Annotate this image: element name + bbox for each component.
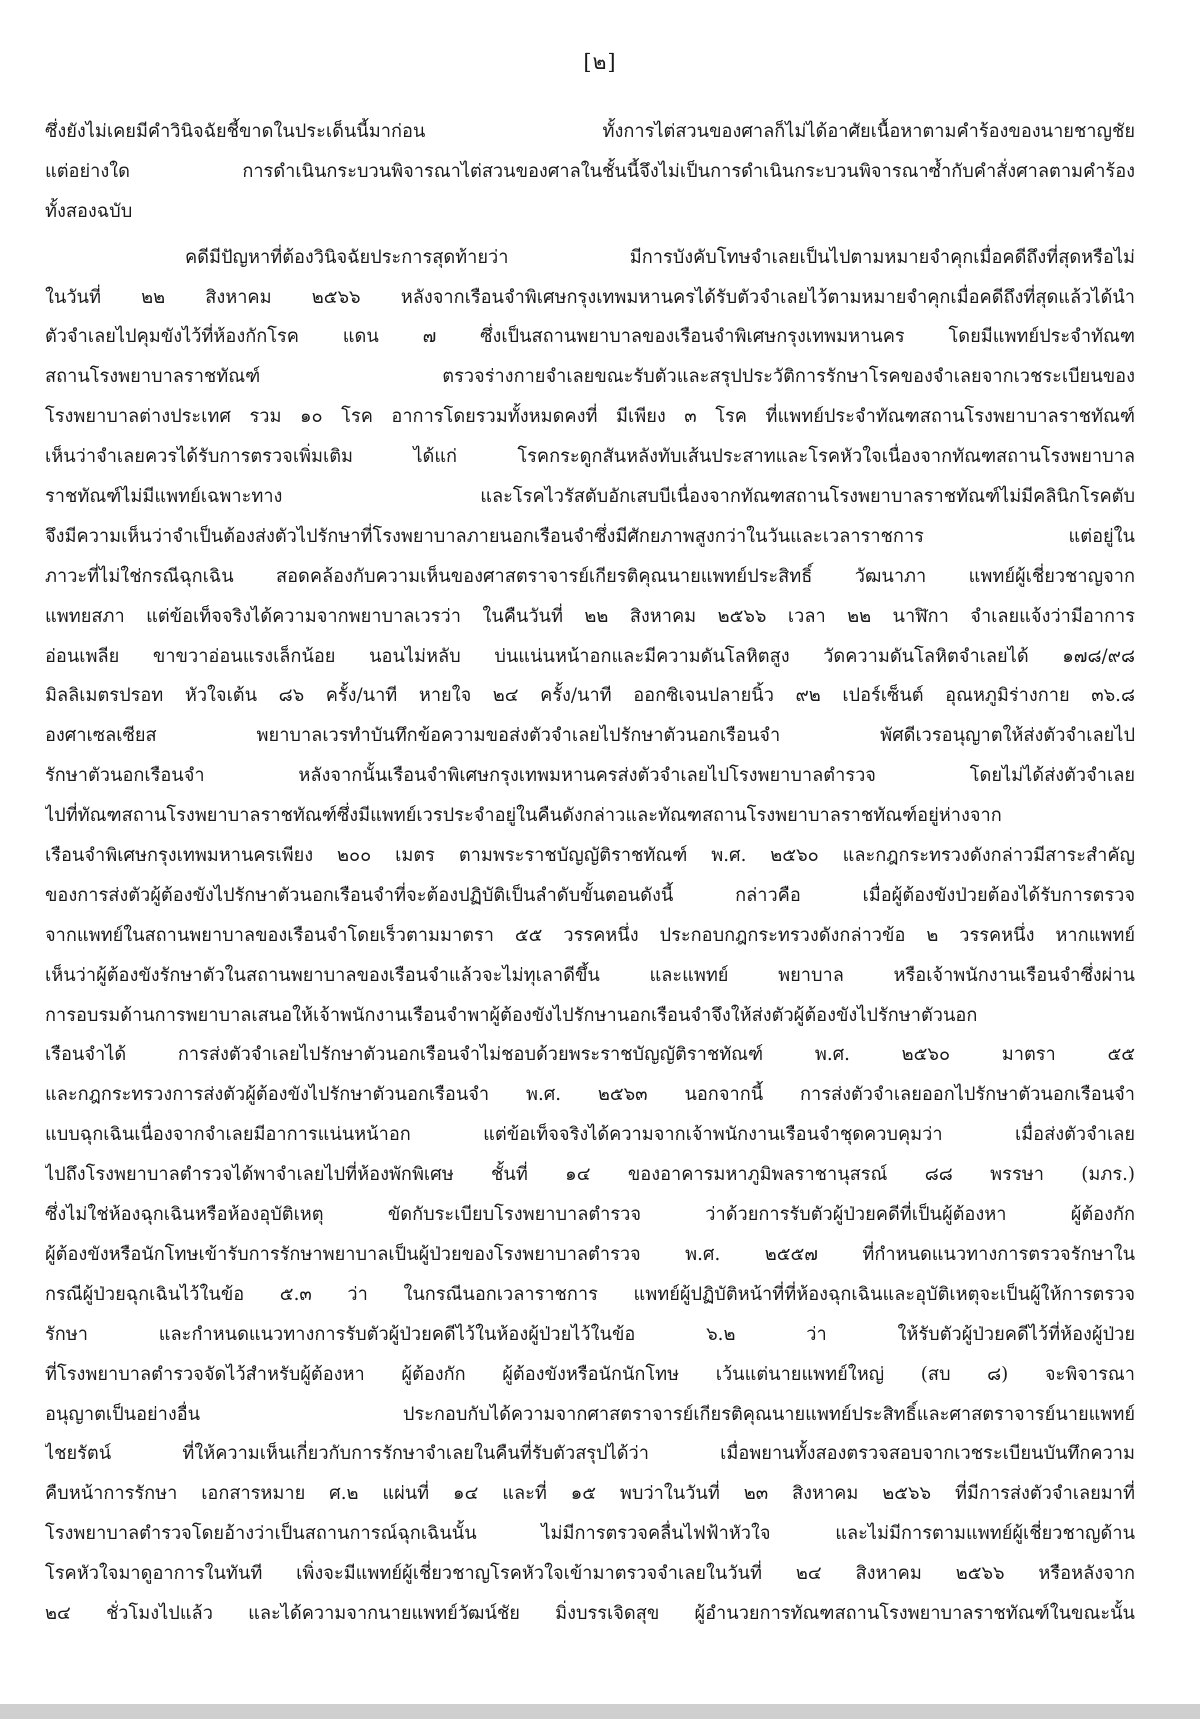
text-line: รักษาตัวนอกเรือนจำ หลังจากนั้นเรือนจำพิเศษกรุงเทพมหานครส่งตัวจำเลยไปโรงพยาบาลตำรวจ โดยไม่ได้ส่งตัวจำเลย [45,765,1135,787]
text-line: ที่โรงพยาบาลตำรวจจัดไว้สำหรับผู้ต้องหา ผู้ต้องกัก ผู้ต้องขังหรือนักนักโทษ เว้นแต่นายแพทย์ใหญ่ (สบ ๘) จะพิจารณา [45,1363,1135,1385]
text-line: ไปที่ทัณฑสถานโรงพยาบาลราชทัณฑ์ซึ่งมีแพทย์เวรประจำอยู่ในคืนดังกล่าวและทัณฑสถานโรงพยาบาลราชทัณฑ์อยู่ห่างจาก [45,805,1002,827]
document-body [45,112,1135,1674]
paragraph-1 [45,112,1135,232]
text-line: คดีมีปัญหาที่ต้องวินิจฉัยประการสุดท้ายว่า มีการบังคับโทษจำเลยเป็นไปตามหมายจำคุกเมื่อคดีถึงที่สุดหรือไม่ [185,246,1135,268]
text-line: โรงพยาบาลต่างประเทศ รวม ๑๐ โรค อาการโดยรวมทั้งหมดคงที่ มีเพียง ๓ โรค ที่แพทย์ประจำทัณฑสถานโรงพยาบาลราชทัณฑ์ [45,406,1135,428]
text-line: รักษา และกำหนดแนวทางการรับตัวผู้ป่วยคดีไว้ในห้องผู้ป่วยไว้ในข้อ ๖.๒ ว่า ให้รับตัวผู้ป่วยคดีไว้ที่ห้องผู้ป่วย [45,1323,1135,1345]
text-line: แต่อย่างใด การดำเนินกระบวนพิจารณาไต่สวนของศาลในชั้นนี้จึงไม่เป็นการดำเนินกระบวนพิจารณาซ้ำกับคำสั่งศาลตามคำร้อง [45,160,1135,182]
text-line: ทั้งสองฉบับ [45,200,133,222]
text-line: สถานโรงพยาบาลราชทัณฑ์ ตรวจร่างกายจำเลยขณะรับตัวและสรุปประวัติการรักษาโรคของจำเลยจากเวชระเบียนของ [45,366,1135,388]
text-line: และกฎกระทรวงการส่งตัวผู้ต้องขังไปรักษาตัวนอกเรือนจำ พ.ศ. ๒๕๖๓ นอกจากนี้ การส่งตัวจำเลยออกไปรักษาตัวนอกเรือนจำ [45,1084,1135,1106]
text-line: ราชทัณฑ์ไม่มีแพทย์เฉพาะทาง และโรคไวรัสตับอักเสบบีเนื่องจากทัณฑสถานโรงพยาบาลราชทัณฑ์ไม่มีคลินิกโรคตับ [45,486,1135,508]
text-line: อนุญาตเป็นอย่างอื่น ประกอบกับได้ความจากศาสตราจารย์เกียรติคุณนายแพทย์ประสิทธิ์และศาสตราจารย์นายแพทย์ [45,1403,1135,1425]
text-line: เรือนจำได้ การส่งตัวจำเลยไปรักษาตัวนอกเรือนจำไม่ชอบด้วยพระราชบัญญัติราชทัณฑ์ พ.ศ. ๒๕๖๐ มาตรา ๕๕ [45,1044,1135,1066]
text-line: ในวันที่ ๒๒ สิงหาคม ๒๕๖๖ หลังจากเรือนจำพิเศษกรุงเทพมหานครได้รับตัวจำเลยไว้ตามหมายจำคุกเมื่อคดีถึงที่สุดแล้วได้นำ [45,286,1135,308]
text-line: ซึ่งยังไม่เคยมีคำวินิจฉัยชี้ขาดในประเด็นนี้มาก่อน ทั้งการไต่สวนของศาลก็ไม่ได้อาศัยเนื้อหาตามคำร้องของนายชาญชัย [45,121,1135,142]
text-line: กรณีผู้ป่วยฉุกเฉินไว้ในข้อ ๕.๓ ว่า ในกรณีนอกเวลาราชการ แพทย์ผู้ปฏิบัติหน้าที่ที่ห้องฉุกเฉินและอุบัติเหตุจะเป็นผู้ให้การตรวจ [45,1283,1135,1305]
page-number: [๒] [583,50,617,74]
text-line: ซึ่งไม่ใช่ห้องฉุกเฉินหรือห้องอุบัติเหตุ ขัดกับระเบียบโรงพยาบาลตำรวจ ว่าด้วยการรับตัวผู้ป่วยคดีที่เป็นผู้ต้องหา ผู้ต้องกัก [45,1204,1135,1226]
text-line: คืบหน้าการรักษา เอกสารหมาย ศ.๒ แผ่นที่ ๑๔ และที่ ๑๕ พบว่าในวันที่ ๒๓ สิงหาคม ๒๕๖๖ ที่มีการส่งตัวจำเลยมาที่ [45,1483,1135,1505]
text-line: ไปถึงโรงพยาบาลตำรวจได้พาจำเลยไปที่ห้องพักพิเศษ ชั้นที่ ๑๔ ของอาคารมหาภูมิพลราชานุสรณ์ ๘๘ พรรษา (มภร.) [45,1164,1135,1186]
text-line: แพทยสภา แต่ข้อเท็จจริงได้ความจากพยาบาลเวรว่า ในคืนวันที่ ๒๒ สิงหาคม ๒๕๖๖ เวลา ๒๒ นาฬิกา จำเลยแจ้งว่ามีอาการ [45,605,1135,627]
text-line: อ่อนเพลีย ขาขวาอ่อนแรงเล็กน้อย นอนไม่หลับ บ่นแน่นหน้าอกและมีความดันโลหิตสูง วัดความดันโลหิตจำเลยได้ ๑๗๘/๙๘ [45,645,1135,667]
text-line: ภาวะที่ไม่ใช่กรณีฉุกเฉิน สอดคล้องกับความเห็นของศาสตราจารย์เกียรติคุณนายแพทย์ประสิทธิ์ วัฒนาภา แพทย์ผู้เชี่ยวชาญจาก [45,565,1135,587]
text-line: จึงมีความเห็นว่าจำเป็นต้องส่งตัวไปรักษาที่โรงพยาบาลภายนอกเรือนจำซึ่งมีศักยภาพสูงกว่าในวันและเวลาราชการ แต่อยู่ใน [45,525,1135,547]
page-bottom-edge [0,1704,1200,1719]
text-line: มิลลิเมตรปรอท หัวใจเต้น ๘๖ ครั้ง/นาที หายใจ ๒๔ ครั้ง/นาที ออกซิเจนปลายนิ้ว ๙๒ เปอร์เซ็นต์ อุณหภูมิร่างกาย ๓๖.๘ [45,685,1135,707]
text-line: จากแพทย์ในสถานพยาบาลของเรือนจำโดยเร็วตามมาตรา ๕๕ วรรคหนึ่ง ประกอบกฎกระทรวงดังกล่าวข้อ ๒ วรรคหนึ่ง หากแพทย์ [45,924,1135,946]
text-line: ผู้ต้องขังหรือนักโทษเข้ารับการรักษาพยาบาลเป็นผู้ป่วยของโรงพยาบาลตำรวจ พ.ศ. ๒๕๕๗ ที่กำหนดแนวทางการตรวจรักษาใน [45,1243,1135,1265]
text-line: การอบรมด้านการพยาบาลเสนอให้เจ้าพนักงานเรือนจำพาผู้ต้องขังไปรักษานอกเรือนจำจึงให้ส่งตัวผู้ต้องขังไปรักษาตัวนอก [45,1004,978,1026]
text-line: ของการส่งตัวผู้ต้องขังไปรักษาตัวนอกเรือนจำที่จะต้องปฏิบัติเป็นลำดับขั้นตอนดังนี้ กล่าวคือ เมื่อผู้ต้องขังป่วยต้องได้รับการตรวจ [45,884,1135,906]
text-line: เห็นว่าจำเลยควรได้รับการตรวจเพิ่มเติม ได้แก่ โรคกระดูกสันหลังทับเส้นประสาทและโรคหัวใจเนื่องจากทัณฑสถานโรงพยาบาล [45,446,1135,468]
text-line [45,1634,1135,1674]
paragraph-2 [45,238,1135,1674]
text-line: แบบฉุกเฉินเนื่องจากจำเลยมีอาการแน่นหน้าอก แต่ข้อเท็จจริงได้ความจากเจ้าพนักงานเรือนจำชุดควบคุมว่า เมื่อส่งตัวจำเลย [45,1124,1135,1146]
text-line: ๒๔ ชั่วโมงไปแล้ว และได้ความจากนายแพทย์วัฒน์ชัย มิ่งบรรเจิดสุข ผู้อำนวยการทัณฑสถานโรงพยาบาลราชทัณฑ์ในขณะนั้น [45,1602,1135,1624]
text-line: เห็นว่าผู้ต้องขังรักษาตัวในสถานพยาบาลของเรือนจำแล้วจะไม่ทุเลาดีขึ้น และแพทย์ พยาบาล หรือเจ้าพนักงานเรือนจำซึ่งผ่าน [45,964,1135,986]
text-line: เรือนจำพิเศษกรุงเทพมหานครเพียง ๒๐๐ เมตร ตามพระราชบัญญัติราชทัณฑ์ พ.ศ. ๒๕๖๐ และกฎกระทรวงดังกล่าวมีสาระสำคัญ [45,845,1135,867]
text-line: ตัวจำเลยไปคุมขังไว้ที่ห้องกักโรค แดน ๗ ซึ่งเป็นสถานพยาบาลของเรือนจำพิเศษกรุงเทพมหานคร โดยมีแพทย์ประจำทัณฑ [45,326,1135,348]
text-line: องศาเซลเซียส พยาบาลเวรทำบันทึกข้อความขอส่งตัวจำเลยไปรักษาตัวนอกเรือนจำ พัศดีเวรอนุญาตให้ส่งตัวจำเลยไป [45,725,1135,747]
text-line: โรคหัวใจมาดูอาการในทันที เพิ่งจะมีแพทย์ผู้เชี่ยวชาญโรคหัวใจเข้ามาตรวจจำเลยในวันที่ ๒๔ สิงหาคม ๒๕๖๖ หรือหลังจาก [45,1563,1135,1585]
text-line: ไชยรัตน์ ที่ให้ความเห็นเกี่ยวกับการรักษาจำเลยในคืนที่รับตัวสรุปได้ว่า เมื่อพยานทั้งสองตรวจสอบจากเวชระเบียนบันทึกความ [45,1443,1135,1465]
text-line: โรงพยาบาลตำรวจโดยอ้างว่าเป็นสถานการณ์ฉุกเฉินนั้น ไม่มีการตรวจคลื่นไฟฟ้าหัวใจ และไม่มีการตามแพทย์ผู้เชี่ยวชาญด้าน [45,1523,1135,1545]
